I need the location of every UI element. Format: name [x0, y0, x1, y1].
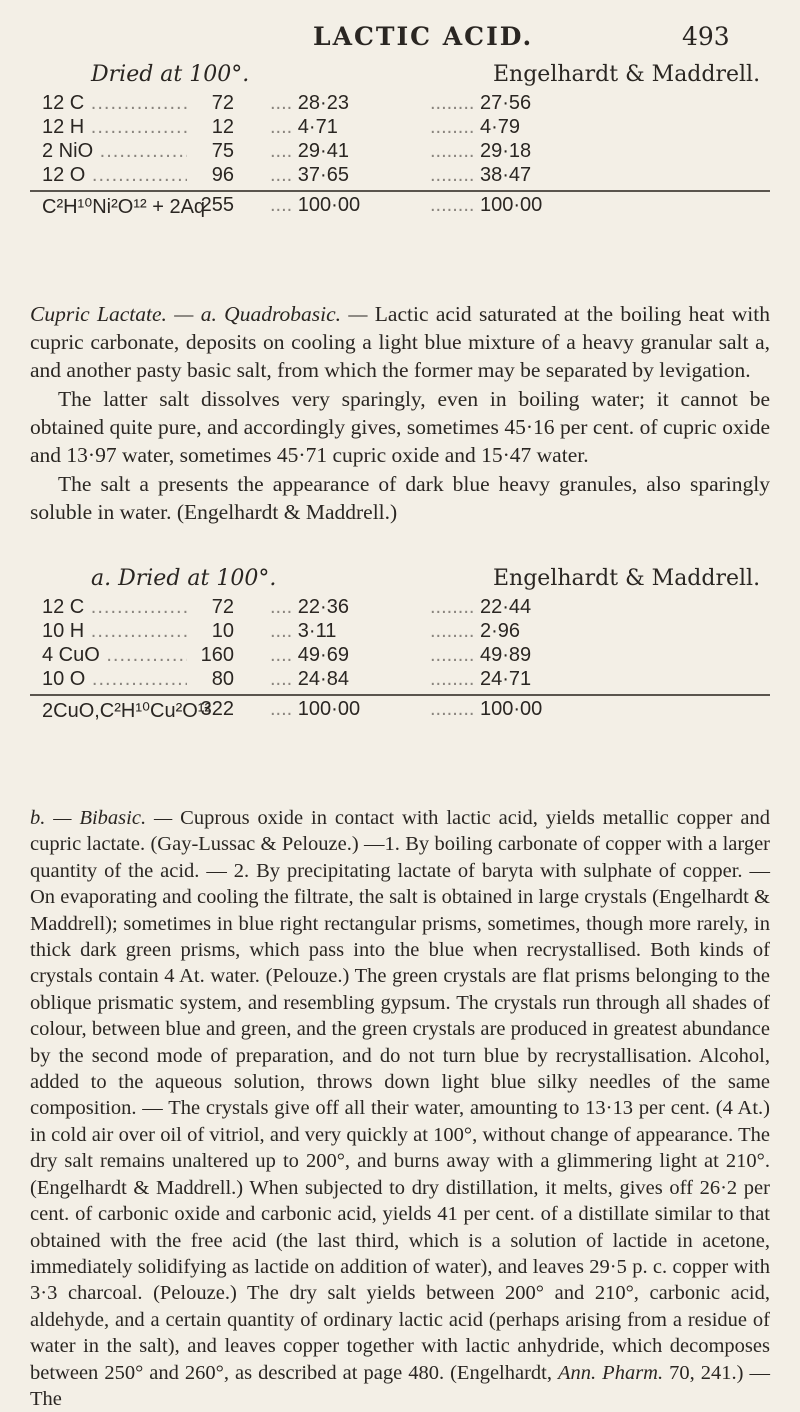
paragraph-text: Lactic acid saturated at the boiling heat with cupric carbonate, deposits on cooling a light blue mixture of a heavy granular salt a, and another pasty basic salt, from which the former may be separated by levigation.	[30, 302, 770, 382]
paragraph-tail: 70, 241.) — The	[30, 1361, 771, 1410]
formula-cell: 12 C .....	[42, 596, 187, 619]
formula-cell: 12 H .....	[42, 116, 187, 139]
table-right-heading: Engelhardt & Maddrell.	[493, 62, 761, 87]
table-row	[0, 644, 800, 668]
weight-cell: 12	[211, 116, 234, 138]
total-found-cell: ..... 100·00	[430, 194, 590, 217]
cupric-lactate-analysis-table	[0, 566, 800, 726]
calculated-cell: .... 22·36	[270, 596, 400, 619]
calculated-cell: .... 28·23	[270, 92, 400, 115]
formula-cell: 12 O .....	[42, 164, 187, 187]
table-left-heading: a. Dried at 100°.	[91, 566, 277, 591]
calculated-cell: .... 4·71	[270, 116, 400, 139]
total-calculated-cell: .... 100·00	[270, 698, 400, 721]
table-row	[0, 596, 800, 620]
table-left-heading: Dried at 100°.	[91, 62, 250, 87]
total-formula-cell: C²H¹⁰Ni²O¹² + 2Aq	[42, 196, 206, 218]
found-cell: ..... 2·96	[430, 620, 590, 643]
weight-cell: 160	[200, 644, 234, 666]
section-heading: Cupric Lactate. — a. Quadrobasic. —	[30, 302, 368, 326]
table-row	[0, 116, 800, 140]
total-found-cell: ..... 100·00	[430, 698, 590, 721]
table-row	[0, 92, 800, 116]
table-row	[0, 140, 800, 164]
table-row	[0, 620, 800, 644]
formula-cell: 10 H .....	[42, 620, 187, 643]
running-title: LACTIC ACID.	[313, 22, 534, 51]
weight-cell: 72	[211, 92, 234, 114]
found-cell: ..... 27·56	[430, 92, 590, 115]
weight-cell: 75	[211, 140, 234, 162]
formula-cell: 4 CuO .....	[42, 644, 187, 667]
calculated-cell: .... 37·65	[270, 164, 400, 187]
section-heading: b. — Bibasic. —	[30, 807, 173, 829]
found-cell: ..... 29·18	[430, 140, 590, 163]
table-right-heading: Engelhardt & Maddrell.	[493, 566, 761, 591]
total-calculated-cell: .... 100·00	[270, 194, 400, 217]
found-cell: ..... 22·44	[430, 596, 590, 619]
nickel-lactate-analysis-table	[0, 62, 800, 222]
journal-citation: Ann. Pharm.	[558, 1361, 664, 1384]
table-row	[0, 164, 800, 188]
bibasic-paragraph	[30, 805, 770, 1412]
calculated-cell: .... 3·11	[270, 620, 400, 643]
table-divider	[30, 694, 770, 696]
cupric-lactate-paragraph	[30, 300, 770, 384]
page-number: 493	[682, 22, 730, 51]
paragraph-text: Cuprous oxide in contact with lactic acid, yields metallic copper and cupric lactate. (Gay-Lussac & Pelouze.) —1. By boiling carbonate of copper with a larger quantity of the acid. — 2. By precipitating lactate of baryta with sulphate of copper. — On evaporating and cooling the filtrate, the salt is obtained in large crystals (Engelhardt & Maddrell); sometimes in blue right rectangular prisms, sometimes, though more rarely, in thick dark green prisms, which pass into the blue when recrystallised. Both kinds of crystals contain 4 At. water. (Pelouze.) The green crystals are flat prisms belonging to the oblique prismatic system, and resembling gypsum. The crystals run through all shades of colour, between blue and green, and the green crystals are produced in greatest abundance by the second mode of preparation, and do not turn blue by recrystallisation. Alcohol, added to the aqueous solution, throws down light blue silky needles of the same composition. — The crystals give off all their water, amounting to 13·13 per cent. (4 At.) in cold air over oil of vitriol, and very quickly at 100°, without change of appearance. The dry salt remains unaltered up to 200°, and burns away with a glimmering light at 210°. (Engelhardt & Maddrell.) When subjected to dry distillation, it melts, gives off 26·2 per cent. of carbonic oxide and carbonic acid, yields 41 per cent. of a distillate similar to that obtained with the free acid (the last third, which is a solution of lactide in acetone, immediately solidifying as lactide on addition of water), and leaves 29·5 p. c. copper with 3·3 charcoal. (Pelouze.) The dry salt yields between 200° and 210°, carbonic acid, aldehyde, and a certain quantity of ordinary lactic acid (perhaps arising from a residue of water in the salt), and leaves copper together with lactic anhydride, which decomposes between 250° and 260°, as described at page 480. (Engelhardt,	[30, 807, 770, 1384]
found-cell: ..... 49·89	[430, 644, 590, 667]
total-formula-cell: 2CuO,C²H¹⁰Cu²O¹²	[42, 700, 212, 722]
table-divider	[30, 190, 770, 192]
weight-cell: 72	[211, 596, 234, 618]
table-total-row	[0, 698, 800, 726]
calculated-cell: .... 24·84	[270, 668, 400, 691]
table-heading	[0, 566, 800, 596]
formula-cell: 10 O .....	[42, 668, 187, 691]
salt-a-paragraph: The salt a presents the appearance of dark blue heavy granules, also sparingly soluble in water. (Engelhardt & Maddrell.)	[30, 472, 770, 524]
weight-cell: 80	[211, 668, 234, 690]
calculated-cell: .... 29·41	[270, 140, 400, 163]
table-row	[0, 668, 800, 692]
table-total-row	[0, 194, 800, 222]
formula-cell: 12 C .....	[42, 92, 187, 115]
total-weight-cell: 322	[200, 698, 234, 720]
running-head	[0, 22, 800, 52]
weight-cell: 96	[211, 164, 234, 186]
table-heading	[0, 62, 800, 92]
found-cell: ..... 24·71	[430, 668, 590, 691]
calculated-cell: .... 49·69	[270, 644, 400, 667]
total-weight-cell: 255	[200, 194, 234, 216]
weight-cell: 10	[211, 620, 234, 642]
basic-salt-paragraph: The latter salt dissolves very sparingly, even in boiling water; it cannot be obtained quite pure, and accordingly gives, sometimes 45·16 per cent. of cupric oxide and 13·97 water, sometimes 45·71 cupric oxide and 15·47 water.	[30, 387, 770, 467]
found-cell: ..... 4·79	[430, 116, 590, 139]
formula-cell: 2 NiO .....	[42, 140, 187, 163]
found-cell: ..... 38·47	[430, 164, 590, 187]
